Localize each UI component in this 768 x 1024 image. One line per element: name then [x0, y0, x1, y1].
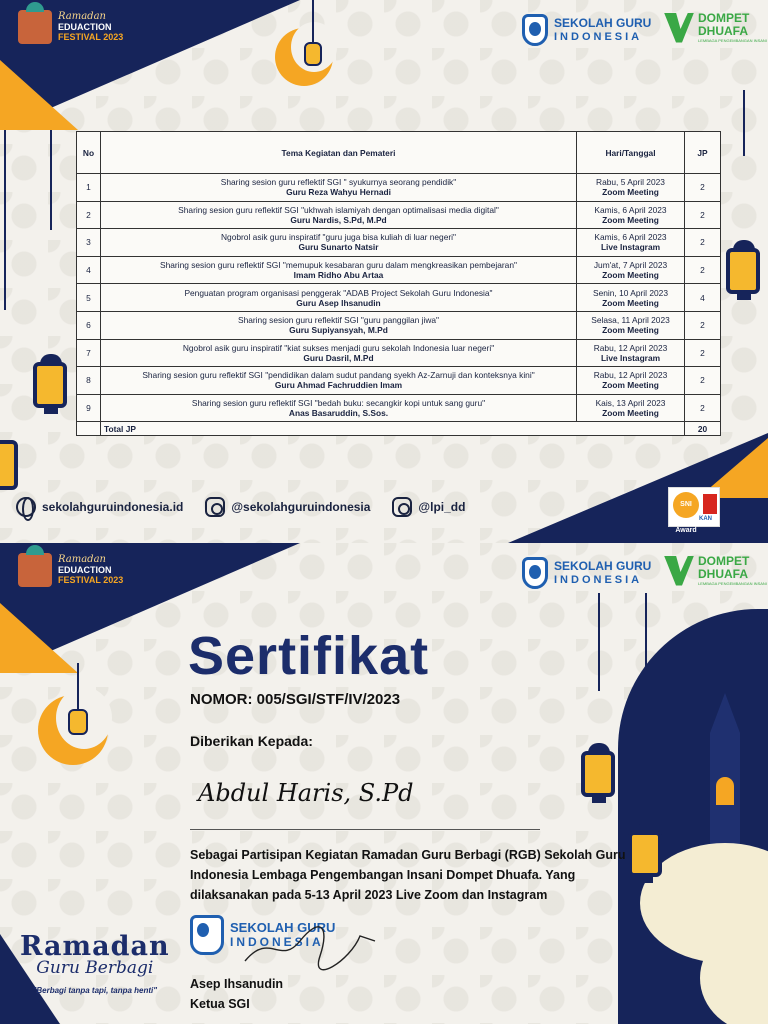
row-jp: 2 — [685, 174, 721, 202]
row-date: Selasa, 11 April 2023 Zoom Meeting — [577, 311, 685, 339]
sgi-stamp-logo: SEKOLAH GURU INDONESIA — [190, 915, 335, 955]
corner-gold-left — [0, 60, 78, 130]
table-row — [77, 284, 721, 312]
table-row — [77, 229, 721, 257]
row-no: 5 — [77, 284, 101, 312]
certification-badge: SNI Award KAN — [668, 487, 720, 527]
row-no: 1 — [77, 174, 101, 202]
row-date: Kamis, 6 April 2023 Zoom Meeting — [577, 201, 685, 229]
row-jp: 2 — [685, 339, 721, 367]
sgi-shield-icon — [522, 557, 548, 589]
schedule-table — [76, 131, 721, 436]
row-date: Senin, 10 April 2023 Zoom Meeting — [577, 284, 685, 312]
row-no: 3 — [77, 229, 101, 257]
signer-role: Ketua SGI — [190, 997, 250, 1011]
row-no: 8 — [77, 367, 101, 395]
row-topic: Sharing sesion guru reflektif SGI "bedah buku: secangkir kopi untuk sang guru" Anas Basaruddin, S.Sos. — [101, 394, 577, 422]
event-logo: Ramadan EDUACTION FESTIVAL 2023 — [18, 10, 123, 44]
total-row: Total JP 20 — [77, 422, 721, 436]
header-date: Hari/Tanggal — [577, 132, 685, 174]
table-header-row — [77, 132, 721, 174]
kan-logo — [703, 494, 717, 514]
certificate-description: Sebagai Partisipan Kegiatan Ramadan Guru Berbagi (RGB) Sekolah Guru Indonesia Lembaga Pengembangan Insani Dompet Dhuafa. Yang dilaksanakan pada 5-13 April 2023 Live Zoom dan Instagram — [190, 848, 626, 902]
row-topic: Sharing sesion guru reflektif SGI "memupuk kesabaran guru dalam mengkreasikan pembejaran" Imam Ridho Abu Artaa — [101, 256, 577, 284]
table-row — [77, 339, 721, 367]
row-topic: Sharing sesion guru reflektif SGI "guru panggilan jiwa" Guru Supiyansyah, M.Pd — [101, 311, 577, 339]
given-to-label: Diberikan Kepada: — [190, 733, 313, 749]
dompet-dhuafa-icon — [664, 556, 694, 586]
table-row — [77, 367, 721, 395]
row-topic: Penguatan program organisasi penggerak "ADAB Project Sekolah Guru Indonesia" Guru Asep Ihsanudin — [101, 284, 577, 312]
row-jp: 2 — [685, 367, 721, 395]
corner-gold-left — [0, 603, 78, 673]
sgi-logo: SEKOLAH GURU INDONESIA — [522, 14, 651, 46]
row-date: Kais, 13 April 2023 Zoom Meeting — [577, 394, 685, 422]
row-no: 2 — [77, 201, 101, 229]
row-topic: Ngobrol asik guru inspiratif "guru juga bisa kuliah di luar negeri" Guru Sunarto Natsir — [101, 229, 577, 257]
globe-icon — [16, 497, 36, 517]
certificate-title: Sertifikat — [188, 626, 430, 686]
header-jp: JP — [685, 132, 721, 174]
sgi-shield-icon — [522, 14, 548, 46]
row-topic: Sharing sesion guru reflektif SGI " syukurnya seorang pendidik" Guru Reza Wahyu Hernadi — [101, 174, 577, 202]
row-no: 7 — [77, 339, 101, 367]
row-jp: 2 — [685, 394, 721, 422]
row-date: Rabu, 12 April 2023 Zoom Meeting — [577, 367, 685, 395]
row-date: Kamis, 6 April 2023 Live Instagram — [577, 229, 685, 257]
event-logo: Ramadan EDUACTION FESTIVAL 2023 — [18, 553, 123, 587]
row-date: Jum'at, 7 April 2023 Zoom Meeting — [577, 256, 685, 284]
table-row — [77, 311, 721, 339]
event-logo-icon — [18, 10, 52, 44]
row-no: 9 — [77, 394, 101, 422]
name-underline — [190, 829, 540, 830]
dompet-dhuafa-icon — [664, 13, 694, 43]
row-topic: Sharing sesion guru reflektif SGI "pendidikan dalam sudut pandang syekh Az-Zarnuji dan konteksnya kini" Guru Ahmad Fachruddien Imam — [101, 367, 577, 395]
row-jp: 2 — [685, 229, 721, 257]
table-row — [77, 256, 721, 284]
row-no: 6 — [77, 311, 101, 339]
row-date: Rabu, 12 April 2023 Live Instagram — [577, 339, 685, 367]
table-row — [77, 394, 721, 422]
instagram-icon — [392, 497, 412, 517]
signer-name: Asep Ihsanudin — [190, 977, 284, 991]
row-no: 4 — [77, 256, 101, 284]
row-jp: 2 — [685, 311, 721, 339]
row-topic: Sharing sesion guru reflektif SGI "ukhwah islamiyah dengan optimalisasi media digital" Guru Nardis, S.Pd, M.Pd — [101, 201, 577, 229]
row-date: Rabu, 5 April 2023 Zoom Meeting — [577, 174, 685, 202]
row-jp: 4 — [685, 284, 721, 312]
row-jp: 2 — [685, 201, 721, 229]
row-topic: Ngobrol asik guru inspiratif "kiat sukses menjadi guru sekolah Indonesia luar negeri" Guru Dasril, M.Pd — [101, 339, 577, 367]
certificate-page — [0, 543, 768, 1024]
signature — [240, 921, 380, 971]
social-bar — [16, 497, 487, 517]
header-no: No — [77, 132, 101, 174]
dompet-dhuafa-logo: DOMPET DHUAFA LEMBAGA PENGEMBANGAN INSANI — [664, 555, 767, 586]
sgi-logo: SEKOLAH GURU INDONESIA — [522, 557, 651, 589]
instagram-icon — [205, 497, 225, 517]
header-topic: Tema Kegiatan dan Pemateri — [101, 132, 577, 174]
instagram-link-lpi[interactable]: @lpi_dd — [418, 500, 466, 514]
table-row — [77, 201, 721, 229]
certificate-number: NOMOR: 005/SGI/STF/IV/2023 — [190, 691, 401, 708]
website-link[interactable]: sekolahguruindonesia.id — [42, 500, 184, 514]
table-row — [77, 174, 721, 202]
instagram-link-sgi[interactable]: @sekolahguruindonesia — [231, 500, 371, 514]
recipient-name: Abdul Haris, S.Pd — [198, 779, 414, 807]
row-jp: 2 — [685, 256, 721, 284]
sgi-shield-icon — [190, 915, 224, 955]
dompet-dhuafa-logo: DOMPET DHUAFA LEMBAGA PENGEMBANGAN INSANI — [664, 12, 767, 43]
ramadan-guru-berbagi-logo: Ramadan Guru Berbagi "Berbagi tanpa tapi, tanpa henti" — [20, 931, 170, 995]
event-logo-icon — [18, 553, 52, 587]
